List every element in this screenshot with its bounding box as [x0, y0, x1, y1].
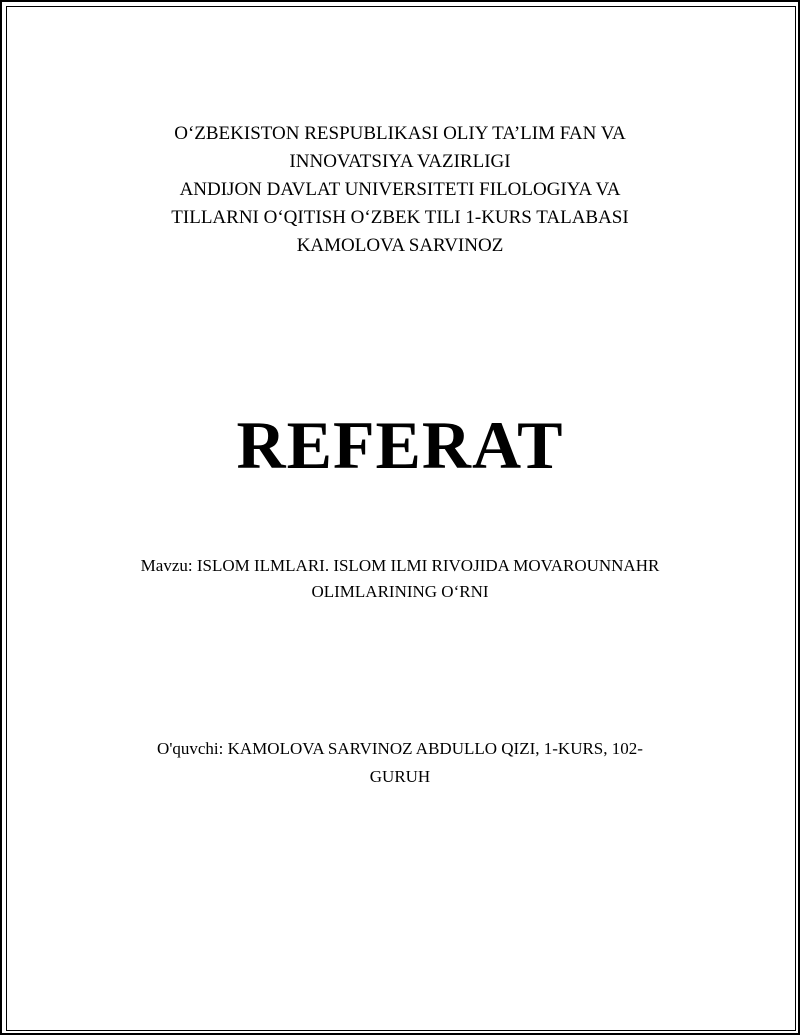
topic-block: [100, 553, 700, 605]
topic-line-1: Mavzu: ISLOM ILMLARI. ISLOM ILMI RIVOJIDA MOVAROUNNAHR: [140, 556, 660, 575]
header-line-ministry-2: INNOVATSIYA VAZIRLIGI: [289, 151, 511, 172]
student-line-1: O'quvchi: KAMOLOVA SARVINOZ ABDULLO QIZI, 1-KURS, 102-: [157, 739, 643, 758]
header-line-university-1: ANDIJON DAVLAT UNIVERSITETI FILOLOGIYA VA: [179, 179, 621, 200]
header-line-author-name: KAMOLOVA SARVINOZ: [296, 235, 504, 256]
document-title: REFERAT: [236, 407, 564, 483]
student-line-2: GURUH: [369, 767, 431, 786]
institution-header: [60, 120, 740, 260]
topic-line-2: OLIMLARINING O‘RNI: [311, 582, 489, 601]
student-block: [100, 735, 700, 791]
header-line-ministry-1: O‘ZBEKISTON RESPUBLIKASI OLIY TA’LIM FAN VA: [174, 123, 626, 144]
header-line-university-2: TILLARNI O‘QITISH O‘ZBEK TILI 1-KURS TALABASI: [171, 207, 629, 228]
